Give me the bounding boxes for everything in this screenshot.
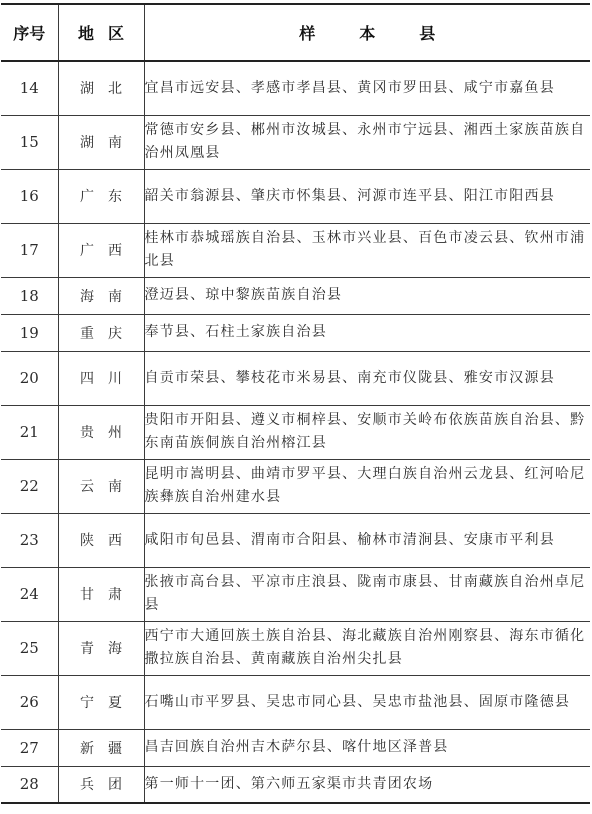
header-sample-county: 样本县 (144, 4, 590, 61)
row-seq: 28 (1, 766, 58, 803)
row-seq: 16 (1, 169, 58, 223)
row-sample-counties: 石嘴山市平罗县、吴忠市同心县、吴忠市盐池县、固原市隆德县 (144, 675, 590, 729)
row-region: 四川 (58, 351, 144, 405)
table-row (1, 169, 590, 223)
row-seq: 23 (1, 513, 58, 567)
row-sample-counties: 贵阳市开阳县、遵义市桐梓县、安顺市关岭布依族苗族自治县、黔东南苗族侗族自治州榕江县 (144, 405, 590, 459)
row-seq: 17 (1, 223, 58, 277)
table-row (1, 351, 590, 405)
row-region: 广西 (58, 223, 144, 277)
table-row (1, 675, 590, 729)
row-region: 重庆 (58, 314, 144, 351)
row-region: 湖南 (58, 115, 144, 169)
sample-county-table (1, 3, 590, 804)
table-row (1, 513, 590, 567)
row-region: 云南 (58, 459, 144, 513)
row-seq: 22 (1, 459, 58, 513)
row-seq: 20 (1, 351, 58, 405)
row-region: 湖北 (58, 61, 144, 115)
row-sample-counties: 韶关市翁源县、肇庆市怀集县、河源市连平县、阳江市阳西县 (144, 169, 590, 223)
row-seq: 18 (1, 277, 58, 314)
row-sample-counties: 自贡市荣县、攀枝花市米易县、南充市仪陇县、雅安市汉源县 (144, 351, 590, 405)
row-sample-counties: 奉节县、石柱土家族自治县 (144, 314, 590, 351)
row-sample-counties: 宜昌市远安县、孝感市孝昌县、黄冈市罗田县、咸宁市嘉鱼县 (144, 61, 590, 115)
row-seq: 15 (1, 115, 58, 169)
row-region: 青海 (58, 621, 144, 675)
row-sample-counties: 常德市安乡县、郴州市汝城县、永州市宁远县、湘西土家族苗族自治州凤凰县 (144, 115, 590, 169)
row-sample-counties: 桂林市恭城瑶族自治县、玉林市兴业县、百色市凌云县、钦州市浦北县 (144, 223, 590, 277)
row-sample-counties: 昆明市嵩明县、曲靖市罗平县、大理白族自治州云龙县、红河哈尼族彝族自治州建水县 (144, 459, 590, 513)
table-row (1, 314, 590, 351)
table-row (1, 115, 590, 169)
row-sample-counties: 澄迈县、琼中黎族苗族自治县 (144, 277, 590, 314)
table-row (1, 766, 590, 803)
row-seq: 25 (1, 621, 58, 675)
table-row (1, 567, 590, 621)
row-region: 甘肃 (58, 567, 144, 621)
row-sample-counties: 西宁市大通回族土族自治县、海北藏族自治州刚察县、海东市循化撒拉族自治县、黄南藏族自治州尖扎县 (144, 621, 590, 675)
row-seq: 21 (1, 405, 58, 459)
row-region: 广东 (58, 169, 144, 223)
header-seq: 序号 (1, 4, 58, 61)
table-row (1, 621, 590, 675)
row-seq: 24 (1, 567, 58, 621)
header-row (1, 4, 590, 61)
table-body (1, 61, 590, 803)
table-row (1, 729, 590, 766)
table-row (1, 223, 590, 277)
row-region: 宁夏 (58, 675, 144, 729)
table-row (1, 277, 590, 314)
row-seq: 27 (1, 729, 58, 766)
row-region: 新疆 (58, 729, 144, 766)
table-row (1, 405, 590, 459)
table-header (1, 4, 590, 61)
row-region: 海南 (58, 277, 144, 314)
row-region: 贵州 (58, 405, 144, 459)
row-region: 陕西 (58, 513, 144, 567)
row-seq: 26 (1, 675, 58, 729)
row-seq: 14 (1, 61, 58, 115)
row-sample-counties: 昌吉回族自治州吉木萨尔县、喀什地区泽普县 (144, 729, 590, 766)
table-row (1, 61, 590, 115)
row-region: 兵团 (58, 766, 144, 803)
row-sample-counties: 咸阳市旬邑县、渭南市合阳县、榆林市清涧县、安康市平利县 (144, 513, 590, 567)
row-seq: 19 (1, 314, 58, 351)
row-sample-counties: 张掖市高台县、平凉市庄浪县、陇南市康县、甘南藏族自治州卓尼县 (144, 567, 590, 621)
header-region: 地区 (58, 4, 144, 61)
row-sample-counties: 第一师十一团、第六师五家渠市共青团农场 (144, 766, 590, 803)
table-row (1, 459, 590, 513)
